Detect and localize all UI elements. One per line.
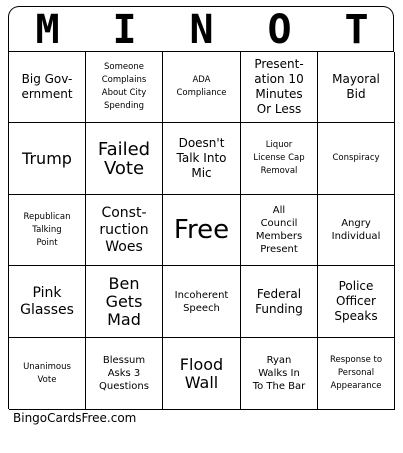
cell-label: Response to Personal Appearance [329, 355, 383, 391]
bingo-cell[interactable] [163, 52, 241, 123]
bingo-cell[interactable] [318, 195, 395, 266]
bingo-cell[interactable] [163, 266, 241, 338]
bingo-cell[interactable] [163, 338, 241, 410]
cell-label: Angry Individual [331, 218, 381, 242]
bingo-cell[interactable] [241, 338, 318, 410]
bingo-cell[interactable] [241, 123, 318, 195]
cell-label: Pink Glasses [20, 284, 74, 318]
cell-label: Federal Funding [255, 286, 303, 316]
cell-label: All Council Members Present [255, 205, 303, 255]
bingo-cell[interactable] [241, 195, 318, 266]
title-letter-o: O [267, 7, 292, 53]
bingo-cell[interactable] [9, 338, 86, 410]
bingo-cell[interactable] [86, 195, 163, 266]
cell-label: Conspiracy [332, 153, 380, 163]
cell-label: Someone Complains About City Spending [101, 62, 147, 111]
cell-label: ADA Compliance [176, 75, 227, 98]
site-credit: BingoCardsFree.com [13, 411, 137, 425]
cell-label: Big Gov- ernment [21, 72, 73, 101]
bingo-cell[interactable] [86, 52, 163, 123]
title-letter-t: T [344, 7, 369, 53]
cell-label: Police Officer Speaks [334, 279, 378, 323]
title-letter-n: N [189, 7, 214, 53]
bingo-cell[interactable] [318, 338, 395, 410]
bingo-cell[interactable] [86, 123, 163, 195]
bingo-cell[interactable] [318, 266, 395, 338]
cell-label: Ryan Walks In To The Bar [252, 355, 306, 392]
cell-label: Const- ruction Woes [99, 204, 149, 255]
bingo-cell[interactable] [241, 52, 318, 123]
bingo-cell[interactable] [86, 266, 163, 338]
cell-label: Doesn't Talk Into Mic [176, 136, 227, 180]
bingo-cell[interactable] [318, 52, 395, 123]
bingo-title-header [8, 6, 394, 51]
cell-label: Incoherent Speech [174, 289, 229, 314]
bingo-cell[interactable] [9, 52, 86, 123]
bingo-cell[interactable] [86, 338, 163, 410]
bingo-board [8, 51, 394, 409]
cell-label: Flood Wall [179, 354, 224, 392]
cell-label: Mayoral Bid [332, 72, 380, 101]
cell-label: Liquor License Cap Removal [253, 140, 305, 176]
bingo-cell[interactable] [163, 123, 241, 195]
title-letter-m: M [35, 7, 60, 53]
free-space-label: Free [173, 215, 230, 245]
cell-label: Ben Gets Mad [105, 273, 143, 329]
cell-label: Trump [22, 148, 72, 168]
bingo-cell[interactable] [241, 266, 318, 338]
cell-label: Failed Vote [97, 138, 151, 179]
cell-label: Republican Talking Point [23, 211, 71, 248]
bingo-cell[interactable] [9, 266, 86, 338]
free-space-cell[interactable] [163, 195, 241, 266]
cell-label: Unanimous Vote [23, 361, 71, 385]
bingo-cell[interactable] [9, 123, 86, 195]
bingo-cell[interactable] [318, 123, 395, 195]
cell-label: Blessum Asks 3 Questions [99, 355, 149, 392]
title-letter-i: I [112, 7, 137, 53]
cell-label: Present- ation 10 Minutes Or Less [254, 57, 304, 116]
bingo-cell[interactable] [9, 195, 86, 266]
